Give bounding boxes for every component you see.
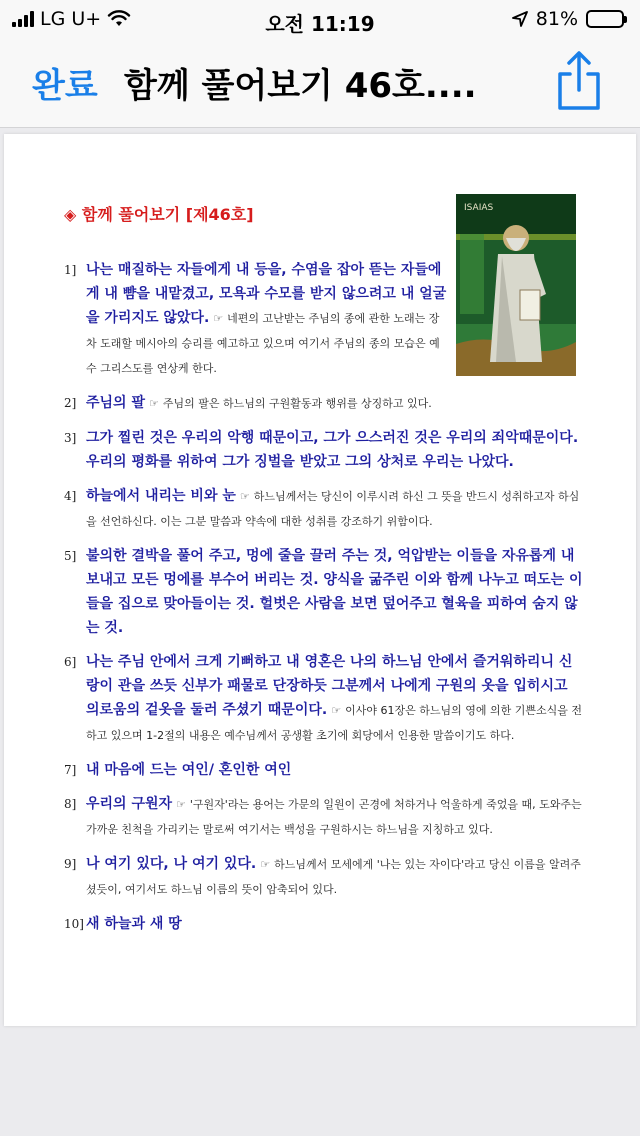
pointing-hand-icon: ☞ xyxy=(176,798,186,811)
pointing-hand-icon: ☞ xyxy=(260,858,271,871)
document-page xyxy=(4,134,636,1026)
list-item xyxy=(64,426,584,474)
carrier-label: LG U+ xyxy=(40,8,102,30)
item-scripture-text: 불의한 결박을 풀어 주고, 멍에 줄을 끌러 주는 것, 억압받는 이들을 자유롭게 내보내고 모든 멍에를 부수어 버리는 것. 양식을 굶주린 이와 함께 나누고 떠도는 이들을 집으로 맞아들이는 것. 헐벗은 사람을 보면 덮어주고 혈육을 피하여 숨지 않는 것. xyxy=(86,548,583,636)
list-item xyxy=(64,484,584,534)
item-note: 주님의 팔은 하느님의 구원활동과 행위를 상징하고 있다. xyxy=(162,397,432,410)
document-heading: ◈ 함께 풀어보기 [제46호] xyxy=(64,205,254,224)
item-note: 하느님께서는 당신이 이루시려 하신 그 뜻을 반드시 성취하고자 하심을 선언하신다. 이는 그분 말씀과 약속에 대한 성취를 강조하기 위함이다. xyxy=(86,490,580,528)
item-number: 10] xyxy=(64,917,84,931)
list-item xyxy=(64,391,584,416)
list-item xyxy=(64,912,584,936)
list-item xyxy=(64,852,584,902)
item-note: 하느님께서 모세에게 '나는 있는 자이다'라고 당신 이름을 알려주셨듯이, 여기서도 하느님 이름의 뜻이 암축되어 있다. xyxy=(86,858,581,896)
done-button[interactable]: 완료 xyxy=(32,66,98,106)
status-time: 오전 11:19 xyxy=(265,12,375,36)
pointing-hand-icon: ☞ xyxy=(148,397,159,410)
item-note: 네편의 고난받는 주님의 종에 관한 노래는 장차 도래할 메시아의 승리를 예고하고 있으며 여기서 주님의 종의 모습은 예수 그리스도를 연상케 한다. xyxy=(86,312,440,375)
list-item xyxy=(64,544,584,640)
battery-percent: 81% xyxy=(535,8,578,30)
document-viewer[interactable] xyxy=(0,128,640,1136)
status-right xyxy=(512,8,624,30)
list-item xyxy=(64,258,449,381)
pointing-hand-icon: ☞ xyxy=(213,312,224,325)
portrait-label: ISAIAS xyxy=(464,203,494,213)
navigation-bar xyxy=(0,40,640,128)
item-number: 4] xyxy=(64,489,77,503)
document-title: 함께 풀어보기 46호.... xyxy=(124,66,477,106)
item-scripture-text: 나는 주님 안에서 크게 기뻐하고 내 영혼은 나의 하느님 안에서 즐거워하리니 신랑이 관을 쓰듯 신부가 패물로 단장하듯 그분께서 나에게 구원의 옷을 입히시고 의로움의 겉옷을 둘러 주셨기 때문이다. xyxy=(86,654,573,718)
item-scripture-text: 내 마음에 드는 여인/ 혼인한 여인 xyxy=(86,762,292,778)
item-note: 이사야 61장은 하느님의 영에 의한 기쁜소식을 전하고 있으며 1-2절의 내용은 예수님께서 공생활 초기에 회당에서 인용한 말씀이기도 하다. xyxy=(86,704,582,742)
pointing-hand-icon: ☞ xyxy=(331,704,342,717)
item-number: 6] xyxy=(64,655,77,669)
item-scripture-text: 나 여기 있다, 나 여기 있다. xyxy=(86,856,257,872)
item-number: 9] xyxy=(64,857,77,871)
status-bar xyxy=(0,0,640,40)
pointing-hand-icon: ☞ xyxy=(239,490,250,503)
item-list xyxy=(64,258,584,946)
item-scripture-text: 하늘에서 내리는 비와 눈 xyxy=(86,488,236,504)
item-number: 1] xyxy=(64,263,77,277)
item-scripture-text: 나는 매질하는 자들에게 내 등을, 수염을 잡아 뜯는 자들에게 내 뺨을 내맡겼고, 모욕과 수모를 받지 않으려고 내 얼굴을 가리지도 않았다. xyxy=(86,262,447,326)
item-number: 2] xyxy=(64,396,77,410)
item-scripture-text: 새 하늘과 새 땅 xyxy=(86,916,182,932)
item-number: 5] xyxy=(64,549,77,563)
item-note: '구원자'라는 용어는 가문의 일원이 곤경에 처하거나 억울하게 죽었을 때, 도와주는 가까운 친척을 가리키는 말로써 여기서는 백성을 구원하시는 하느님을 지칭하고 있다. xyxy=(86,798,582,836)
location-arrow-icon xyxy=(512,11,528,27)
list-item xyxy=(64,792,584,842)
list-item xyxy=(64,650,584,748)
item-number: 3] xyxy=(64,431,77,445)
item-scripture-text: 주님의 팔 xyxy=(86,395,145,411)
share-icon[interactable] xyxy=(552,50,606,112)
item-number: 8] xyxy=(64,797,77,811)
battery-icon xyxy=(586,10,624,28)
item-number: 7] xyxy=(64,763,77,777)
item-scripture-text: 우리의 구원자 xyxy=(86,796,173,812)
item-scripture-text: 그가 찔린 것은 우리의 악행 때문이고, 그가 으스러진 것은 우리의 죄악때문이다. 우리의 평화를 위하여 그가 징벌을 받았고 그의 상처로 우리는 나았다. xyxy=(86,430,579,470)
list-item xyxy=(64,758,584,782)
